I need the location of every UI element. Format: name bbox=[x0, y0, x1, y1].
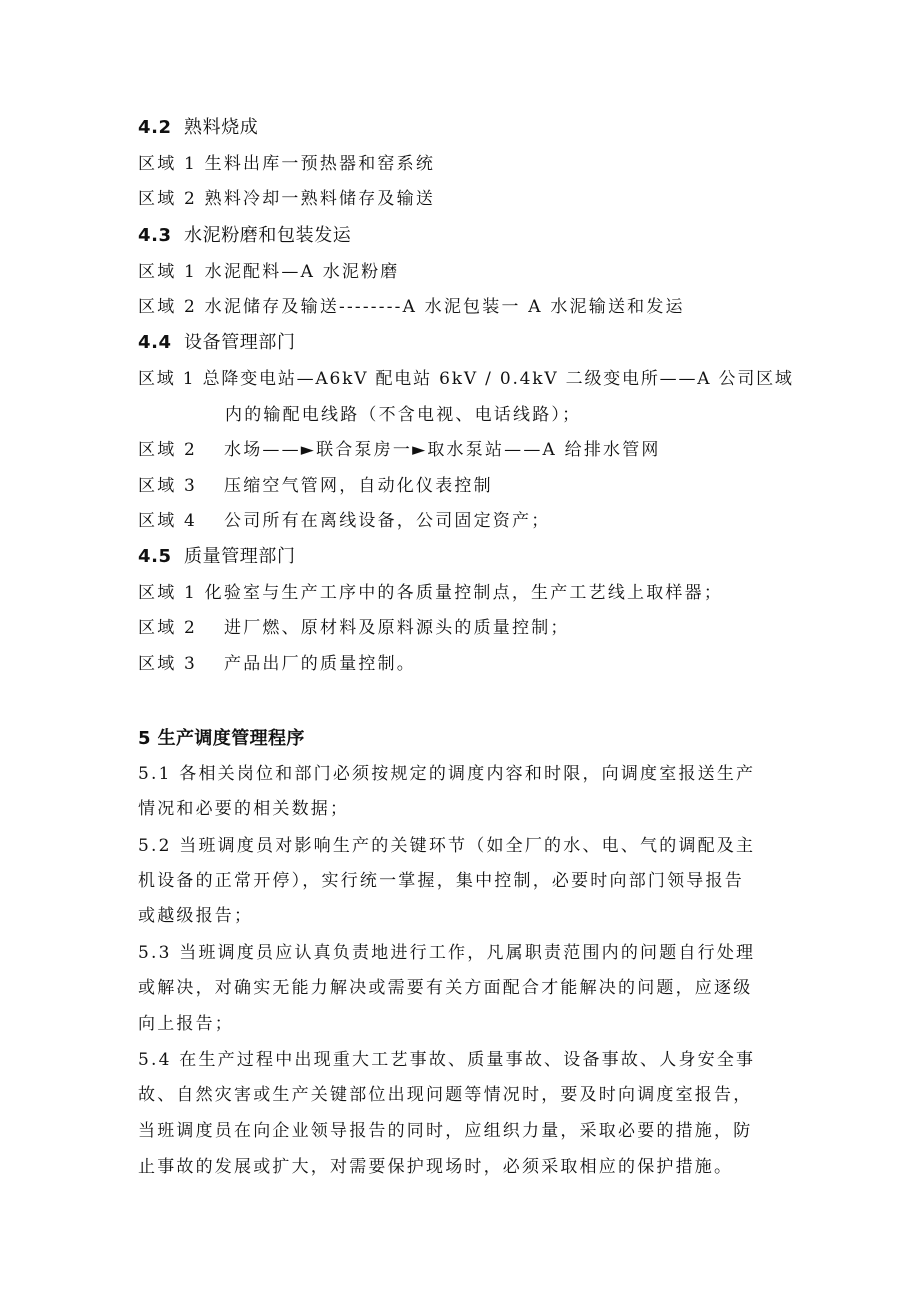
section-number: 4.4 bbox=[138, 332, 172, 353]
paragraph-line: 当班调度员在向企业领导报告的同时，应组织力量，采取必要的措施，防 bbox=[138, 1121, 753, 1141]
paragraph-line: 故、自然灾害或生产关键部位出现问题等情况时，要及时向调度室报告， bbox=[138, 1085, 753, 1105]
paragraph-line: 止事故的发展或扩大，对需要保护现场时，必须采取相应的保护措施。 bbox=[138, 1157, 734, 1177]
section-number: 4.2 bbox=[138, 117, 172, 138]
region-text: 公司所有在离线设备，公司固定资产； bbox=[224, 511, 551, 531]
text-line: 区域 1 总降变电站—A6kV 配电站 6kV / 0.4kV 二级变电所——A 公司区域 bbox=[138, 369, 794, 389]
region-text: 压缩空气管网，自动化仪表控制 bbox=[224, 476, 493, 496]
text-line: 区域 2 熟料冷却一熟料储存及输送 bbox=[138, 189, 436, 209]
region-item bbox=[138, 510, 550, 532]
region-item bbox=[138, 617, 570, 639]
region-item bbox=[138, 653, 416, 675]
section-heading-4-4 bbox=[138, 332, 296, 354]
section-heading-4-2 bbox=[138, 117, 258, 139]
section-title: 水泥粉磨和包装发运 bbox=[184, 225, 352, 246]
paragraph-line: 5.1 各相关岗位和部门必须按规定的调度内容和时限，向调度室报送生产 bbox=[138, 764, 756, 784]
text-line: 区域 1 水泥配料—A 水泥粉磨 bbox=[138, 262, 400, 282]
section-title: 质量管理部门 bbox=[184, 546, 296, 567]
section-heading-4-5 bbox=[138, 546, 296, 568]
paragraph-line: 情况和必要的相关数据； bbox=[138, 799, 350, 819]
section-heading-4-3 bbox=[138, 225, 351, 247]
section-title: 设备管理部门 bbox=[184, 332, 296, 353]
region-label: 区域 4 bbox=[138, 511, 198, 531]
text-line-continued: 内的输配电线路（不含电视、电话线路）； bbox=[225, 405, 582, 425]
section-heading-5: 5 生产调度管理程序 bbox=[138, 728, 305, 749]
region-label: 区域 2 bbox=[138, 618, 198, 638]
region-label: 区域 3 bbox=[138, 654, 198, 674]
region-text: 产品出厂的质量控制。 bbox=[224, 654, 416, 674]
paragraph-line: 5.2 当班调度员对影响生产的关键环节（如全厂的水、电、气的调配及主 bbox=[138, 836, 756, 856]
paragraph-line: 5.4 在生产过程中出现重大工艺事故、质量事故、设备事故、人身安全事 bbox=[138, 1050, 756, 1070]
region-item bbox=[138, 439, 661, 461]
text-line: 区域 1 生料出库一预热器和窑系统 bbox=[138, 154, 436, 174]
region-text: 进厂燃、原材料及原料源头的质量控制； bbox=[224, 618, 570, 638]
section-number: 4.5 bbox=[138, 546, 172, 567]
section-title: 熟料烧成 bbox=[184, 117, 259, 138]
text-line: 区域 2 水泥储存及输送--------A 水泥包装一 A 水泥输送和发运 bbox=[138, 297, 685, 317]
paragraph-line: 机设备的正常开停），实行统一掌握，集中控制，必要时向部门领导报告 bbox=[138, 871, 744, 891]
region-label: 区域 2 bbox=[138, 440, 198, 460]
paragraph-line: 向上报告； bbox=[138, 1014, 234, 1034]
paragraph-line: 或越级报告； bbox=[138, 906, 254, 926]
region-label: 区域 3 bbox=[138, 476, 198, 496]
text-line: 区域 1 化验室与生产工序中的各质量控制点，生产工艺线上取样器； bbox=[138, 583, 724, 603]
region-text: 水场——►联合泵房一►取水泵站——A 给排水管网 bbox=[224, 440, 661, 460]
section-number: 4.3 bbox=[138, 225, 172, 246]
region-item bbox=[138, 475, 493, 497]
paragraph-line: 5.3 当班调度员应认真负责地进行工作，凡属职责范围内的问题自行处理 bbox=[138, 943, 756, 963]
paragraph-line: 或解决，对确实无能力解决或需要有关方面配合才能解决的问题，应逐级 bbox=[138, 978, 753, 998]
